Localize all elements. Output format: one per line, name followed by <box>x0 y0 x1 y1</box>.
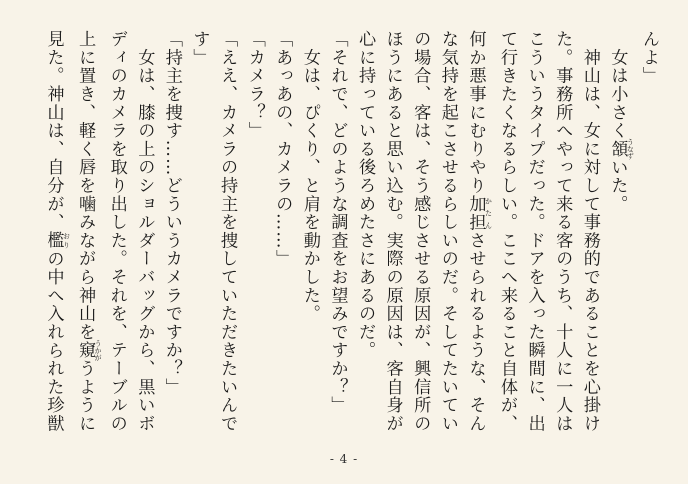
ruby-annotation <box>607 138 635 160</box>
text-line <box>406 30 434 435</box>
ruby-reading: うなず <box>626 138 635 160</box>
text-run: た。事務所へやって来る客のうち、十人に一人は <box>552 30 573 433</box>
text-line <box>295 30 323 435</box>
text-line <box>240 30 268 435</box>
ruby-base: 檻 <box>43 231 64 250</box>
ruby-base: 頷 <box>607 138 628 160</box>
text-line <box>130 30 158 435</box>
text-run: 女は、膝の上のショルダーバッグから、黒いボ <box>134 30 155 433</box>
text-line <box>378 30 406 435</box>
text-line <box>520 30 548 435</box>
ruby-base: 窺 <box>75 339 96 361</box>
text-run: 神山は、女に対して事務的であることを心掛け <box>579 30 600 433</box>
ruby-reading: おり <box>62 231 71 250</box>
text-run: 心に持っている後ろめたさにあるのだ。 <box>355 30 376 360</box>
text-line <box>461 30 493 435</box>
text-run: て行きたくなるらしい。ここへ来ること自体が、 <box>497 30 518 433</box>
text-run: 見た。神山は、自分が、 <box>43 30 64 232</box>
text-line <box>39 30 71 435</box>
text-line <box>350 30 378 435</box>
text-line <box>185 30 213 435</box>
text-run: の場合、客は、そう感じさせる原因が、興信所の <box>410 30 431 433</box>
text-line <box>548 30 576 435</box>
ruby-base: 加担 <box>465 194 486 232</box>
ruby-annotation <box>465 194 493 232</box>
text-run: 上に置き、軽く唇を噛みながら神山を <box>75 30 96 342</box>
text-line <box>102 30 130 435</box>
text-line <box>213 30 241 435</box>
text-line <box>71 30 103 435</box>
text-run: す」 <box>189 30 210 67</box>
text-run: の中へ入れられた珍獣 <box>43 249 64 433</box>
text-run: 女は、ぴくり、と肩を動かした。 <box>299 30 320 323</box>
text-run: 「ええ、カメラの持主を捜していただきたいんで <box>217 30 238 433</box>
text-run: こういうタイプだった。ドアを入った瞬間に、出 <box>524 30 545 433</box>
text-run: な気持を起こさせるらしいのだ。そしてたいてい <box>437 30 458 433</box>
text-run: 「あっあの、カメラの……」 <box>272 30 293 268</box>
text-run: 何か悪事にむりやり <box>465 30 486 195</box>
ruby-reading: うかが <box>94 339 103 361</box>
text-run: んよ」 <box>639 30 659 85</box>
ruby-reading: かたん <box>484 194 493 232</box>
text-line <box>268 30 296 435</box>
text-run: いた。 <box>607 158 628 214</box>
page-number: - 4 - <box>329 452 359 466</box>
text-run: 「それで、どのような調査をお望みですか？」 <box>327 30 348 415</box>
text-run: させられるような、そん <box>465 231 486 433</box>
text-line <box>323 30 351 435</box>
text-line <box>603 30 635 435</box>
ruby-annotation <box>43 231 71 250</box>
vertical-text-body <box>30 30 662 435</box>
text-line <box>492 30 520 435</box>
text-run: うように <box>75 359 96 433</box>
text-line <box>157 30 185 435</box>
text-run: 「カメラ？」 <box>244 30 265 140</box>
text-run: 「持主を捜す……どういうカメラですか？」 <box>161 30 182 396</box>
text-run: ディのカメラを取り出した。それを、テーブルの <box>106 30 127 433</box>
text-run: 女は小さく <box>607 30 628 140</box>
text-run: ほうにあると思い込む。実際の原因は、客自身が <box>382 30 403 433</box>
text-line <box>433 30 461 435</box>
ruby-annotation <box>75 339 103 361</box>
text-line <box>575 30 603 435</box>
text-line <box>634 30 662 435</box>
